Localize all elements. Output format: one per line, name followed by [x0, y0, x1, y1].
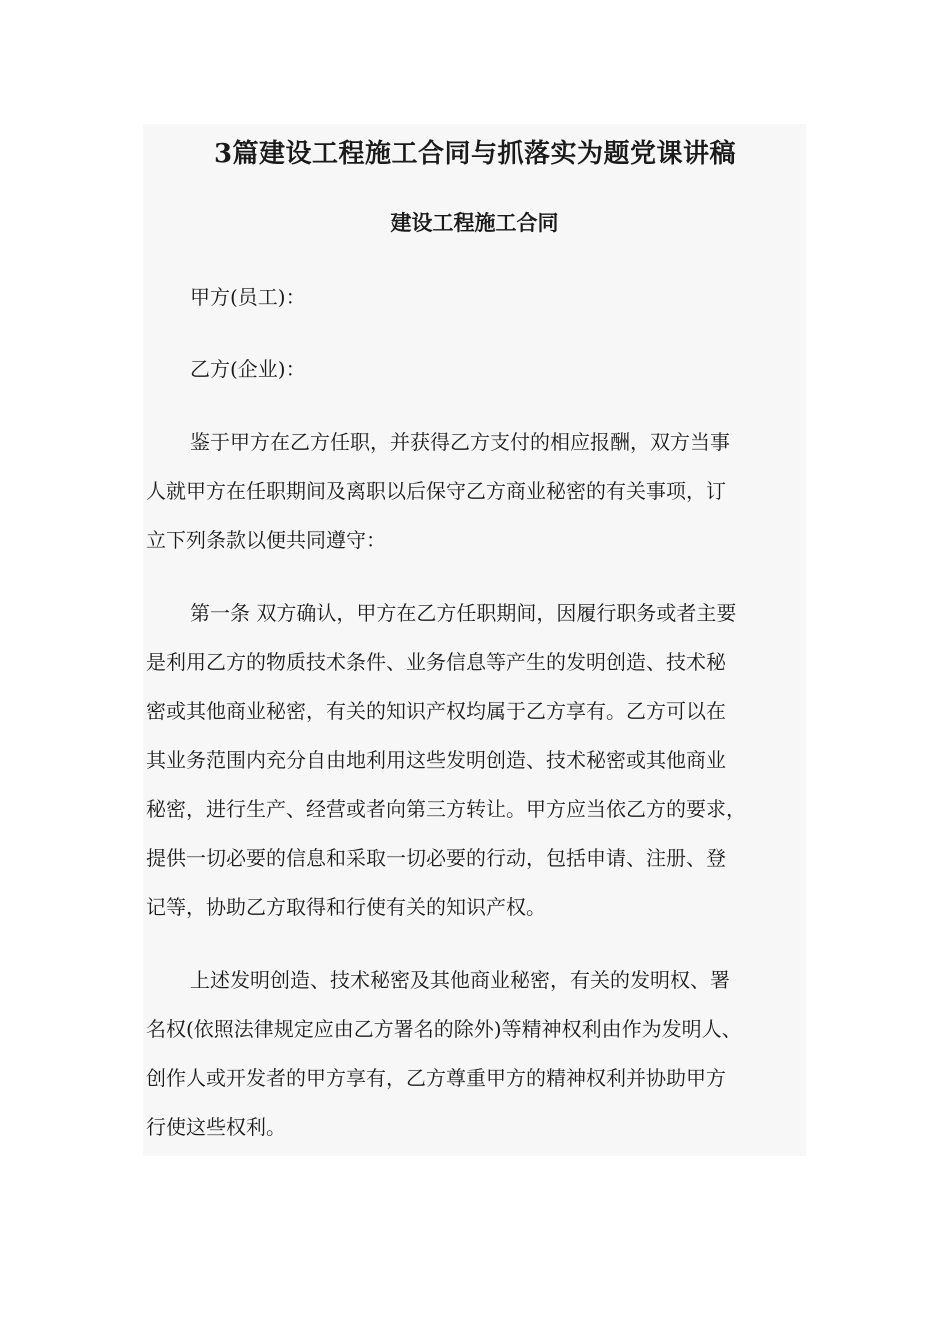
- paragraph-3-line-3: 创作人或开发者的甲方享有，乙方尊重甲方的精神权利并协助甲方: [146, 1066, 726, 1090]
- party-a-label: 甲方(员工)：: [190, 285, 306, 309]
- paragraph-2-line-1: 第一条 双方确认，甲方在乙方任职期间，因履行职务或者主要: [190, 601, 737, 625]
- paragraph-2-line-3: 密或其他商业秘密，有关的知识产权均属于乙方享有。乙方可以在: [146, 699, 726, 723]
- paragraph-2-line-2: 是利用乙方的物质技术条件、业务信息等产生的发明创造、技术秘: [146, 650, 726, 674]
- paragraph-3-line-2: 名权(依照法律规定应由乙方署名的除外)等精神权利由作为发明人、: [146, 1017, 742, 1041]
- paragraph-2-line-4: 其业务范围内充分自由地利用这些发明创造、技术秘密或其他商业: [146, 748, 726, 772]
- paragraph-1-line-2: 人就甲方在任职期间及离职以后保守乙方商业秘密的有关事项，订: [146, 479, 726, 503]
- paragraph-1-line-1: 鉴于甲方在乙方任职，并获得乙方支付的相应报酬，双方当事: [190, 430, 730, 454]
- document-title: 3篇建设工程施工合同与抓落实为题党课讲稿: [213, 139, 737, 169]
- paragraph-3-line-1: 上述发明创造、技术秘密及其他商业秘密，有关的发明权、署: [190, 968, 730, 992]
- paragraph-2-line-7: 记等，协助乙方取得和行使有关的知识产权。: [146, 895, 546, 919]
- paragraph-3-line-4: 行使这些权利。: [146, 1115, 286, 1139]
- paragraph-2-line-5: 秘密，进行生产、经营或者向第三方转让。甲方应当依乙方的要求，: [146, 797, 746, 821]
- section-title: 建设工程施工合同: [390, 210, 559, 235]
- paragraph-2-line-6: 提供一切必要的信息和采取一切必要的行动，包括申请、注册、登: [146, 846, 726, 870]
- party-b-label: 乙方(企业)：: [190, 357, 306, 381]
- document-text-area: [143, 124, 806, 1156]
- paragraph-1-line-3: 立下列条款以便共同遵守：: [146, 528, 386, 552]
